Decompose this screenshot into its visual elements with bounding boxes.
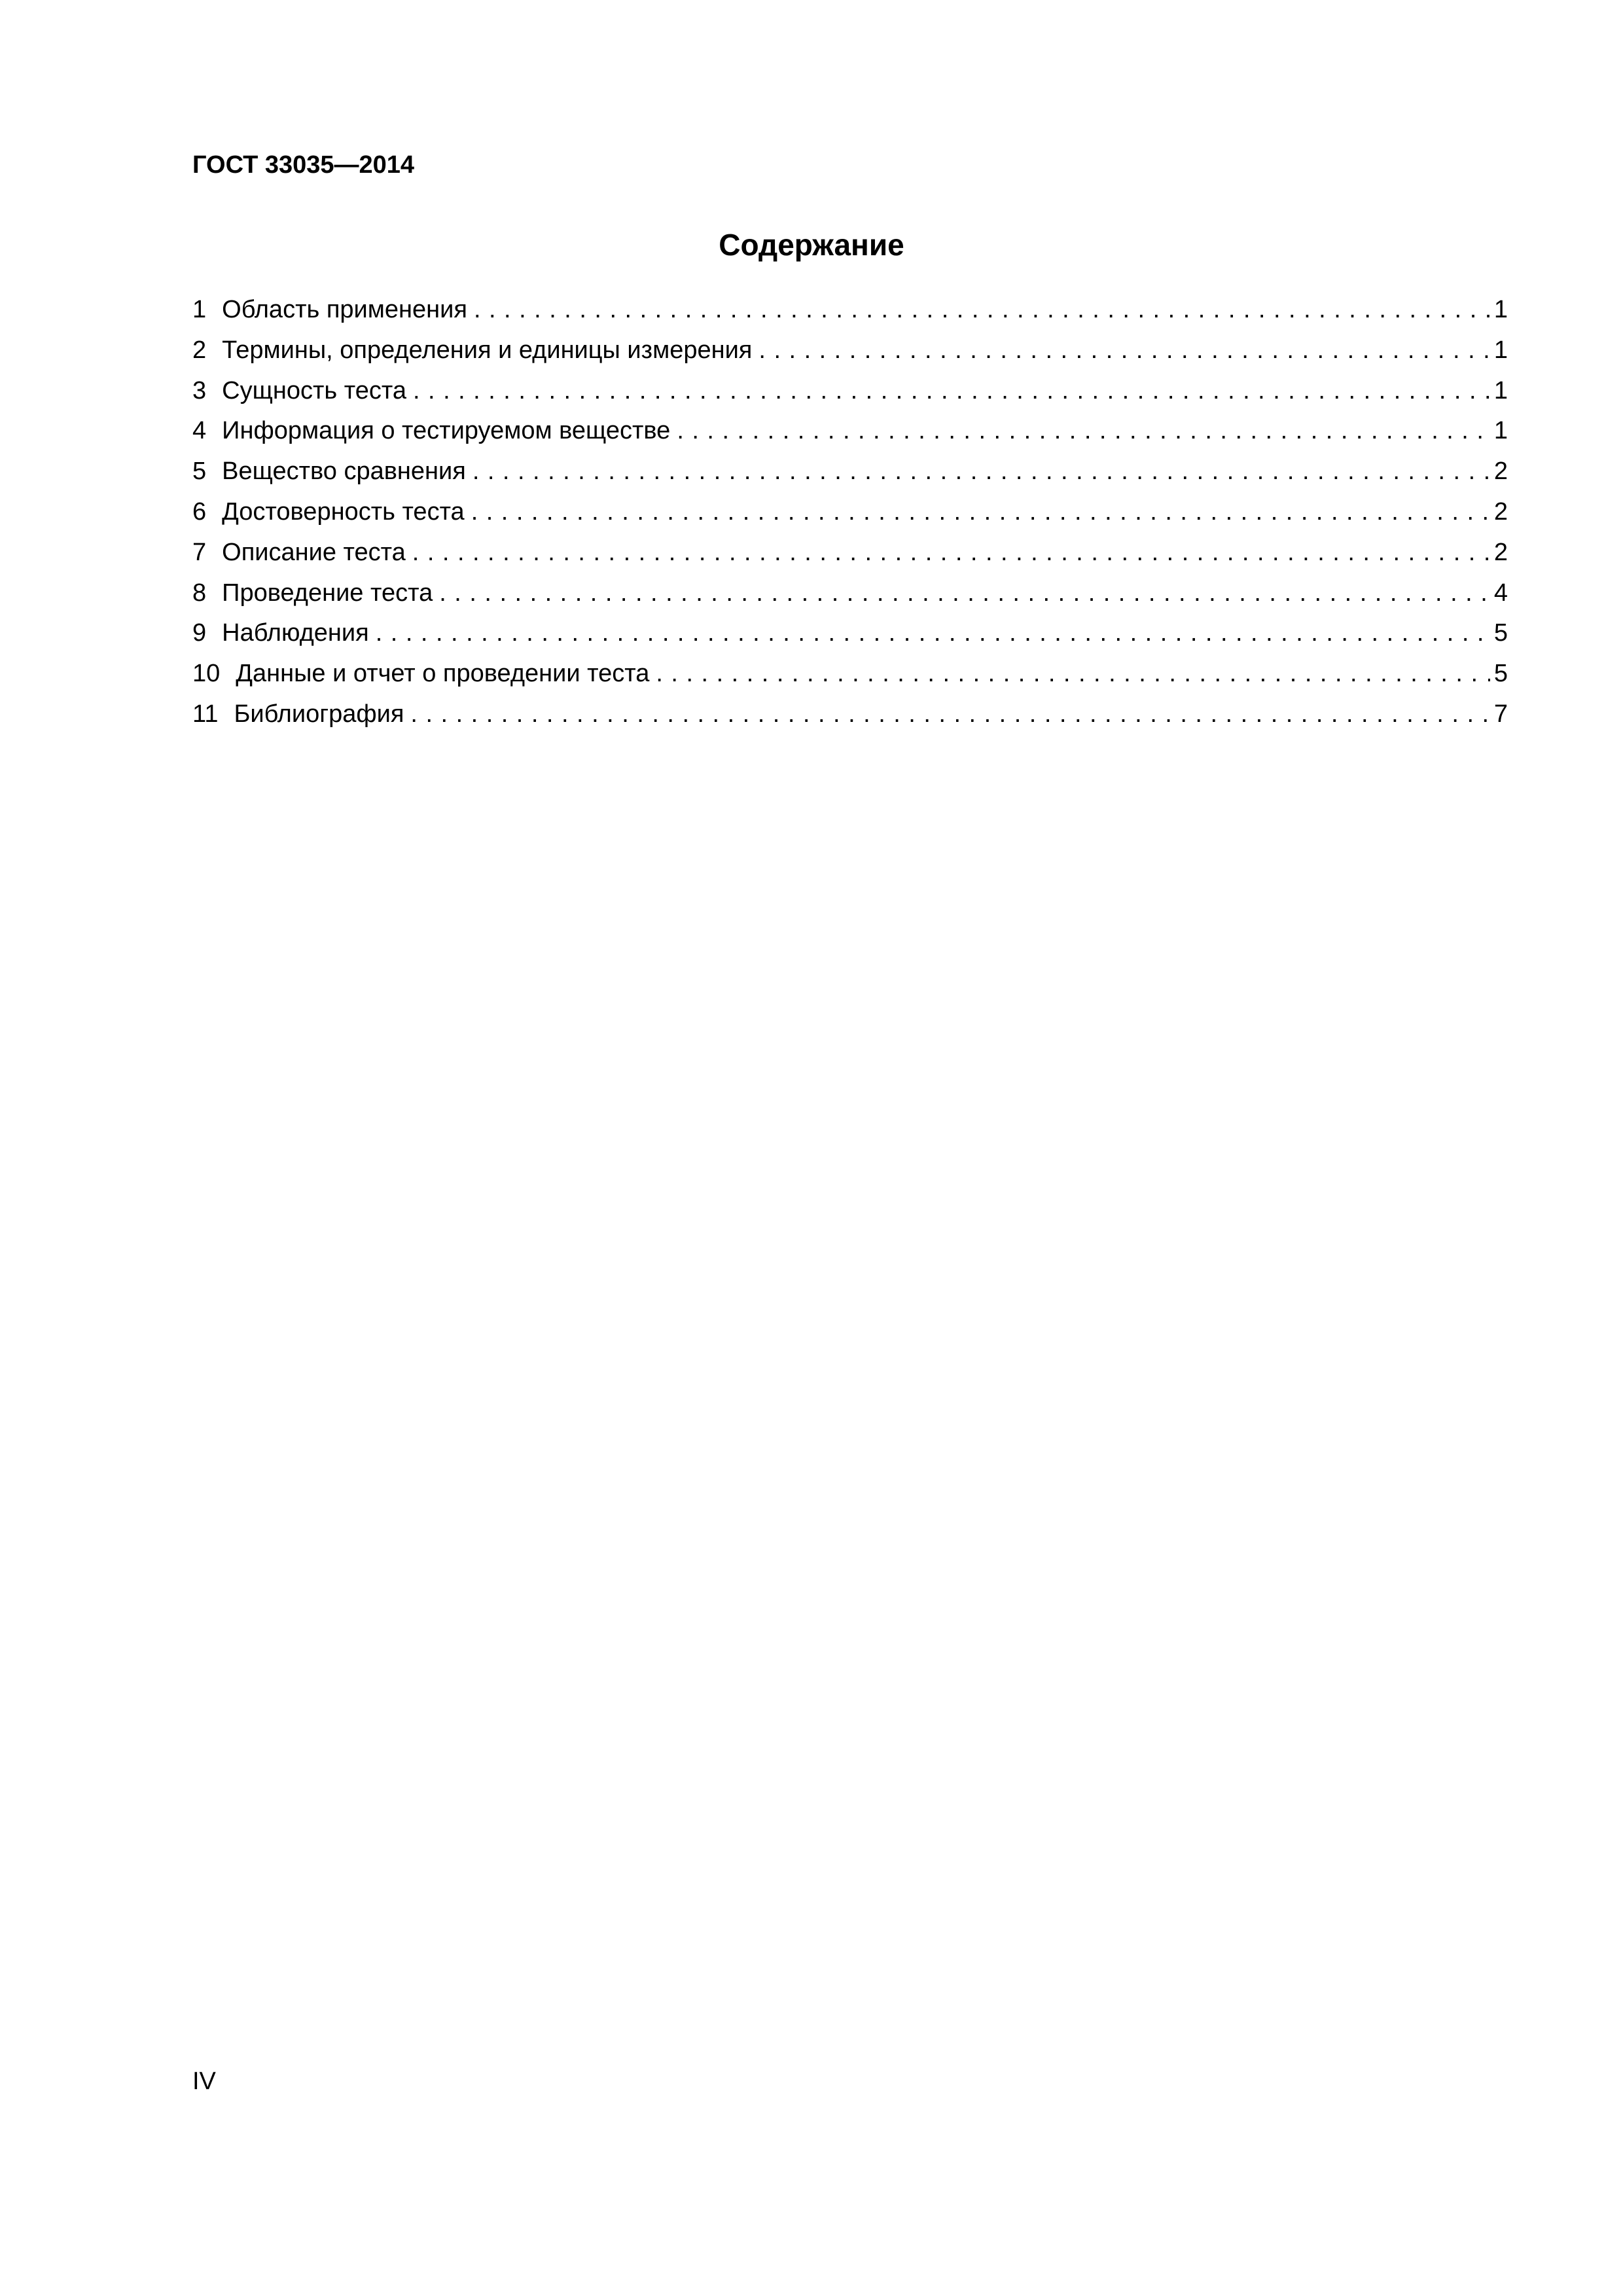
dot-leader <box>413 375 1490 406</box>
page-number: IV <box>192 2068 216 2095</box>
toc-entry-page: 1 <box>1493 296 1508 323</box>
toc-entry-number: 8 <box>192 579 207 607</box>
toc-entry-title: Термины, определения и единицы измерения <box>222 336 753 364</box>
dot-leader <box>473 456 1490 487</box>
toc-entry-number: 7 <box>192 538 207 566</box>
toc-entry-title: Наблюдения <box>222 619 369 647</box>
dot-leader <box>412 537 1490 568</box>
toc-entry-4[interactable] <box>192 415 1508 456</box>
dot-leader <box>410 698 1489 730</box>
toc-entry-page: 7 <box>1493 700 1508 728</box>
toc-entry-title: Область применения <box>222 296 467 323</box>
toc-entry-page: 2 <box>1493 497 1508 526</box>
dot-leader <box>376 617 1490 649</box>
dot-leader <box>439 577 1490 609</box>
toc-entry-page: 2 <box>1493 457 1508 486</box>
toc-entry-title: Вещество сравнения <box>222 457 466 486</box>
dot-leader <box>656 658 1489 689</box>
dot-leader <box>474 294 1490 325</box>
dot-leader <box>758 334 1489 366</box>
toc-entry-number: 5 <box>192 457 207 486</box>
toc-entry-11[interactable] <box>192 698 1508 739</box>
toc-entry-page: 1 <box>1493 376 1508 404</box>
toc-entry-3[interactable] <box>192 375 1508 416</box>
dot-leader <box>677 415 1490 446</box>
toc-entry-7[interactable] <box>192 537 1508 577</box>
dot-leader <box>471 496 1490 528</box>
toc-entry-page: 1 <box>1493 336 1508 364</box>
toc-entry-title: Описание теста <box>222 538 406 566</box>
toc-entry-title: Библиография <box>234 700 404 728</box>
toc-entry-number: 3 <box>192 376 207 404</box>
toc-entry-page: 2 <box>1493 538 1508 566</box>
toc-entry-number: 6 <box>192 497 207 526</box>
toc-entry-number: 1 <box>192 296 207 323</box>
toc-entry-number: 10 <box>192 660 221 688</box>
document-code: ГОСТ 33035—2014 <box>192 151 415 179</box>
toc-entry-number: 4 <box>192 417 207 445</box>
toc-entry-8[interactable] <box>192 577 1508 618</box>
toc-entry-title: Данные и отчет о проведении теста <box>236 660 650 688</box>
toc-entry-10[interactable] <box>192 658 1508 698</box>
toc-entry-6[interactable] <box>192 496 1508 537</box>
toc-entry-title: Информация о тестируемом веществе <box>222 417 671 445</box>
toc-entry-1[interactable] <box>192 294 1508 334</box>
toc-entry-title: Достоверность теста <box>222 497 465 526</box>
toc-entry-title: Сущность теста <box>222 376 406 404</box>
toc-entry-number: 9 <box>192 619 207 647</box>
table-of-contents <box>192 294 1508 739</box>
toc-title: Содержание <box>719 228 904 262</box>
toc-entry-page: 4 <box>1493 579 1508 607</box>
toc-entry-page: 5 <box>1493 660 1508 688</box>
toc-entry-page: 1 <box>1493 417 1508 445</box>
toc-entry-number: 11 <box>192 700 219 728</box>
toc-entry-title: Проведение теста <box>222 579 433 607</box>
toc-entry-9[interactable] <box>192 617 1508 658</box>
toc-entry-number: 2 <box>192 336 207 364</box>
toc-entry-2[interactable] <box>192 334 1508 375</box>
toc-entry-5[interactable] <box>192 456 1508 496</box>
toc-entry-page: 5 <box>1493 619 1508 647</box>
